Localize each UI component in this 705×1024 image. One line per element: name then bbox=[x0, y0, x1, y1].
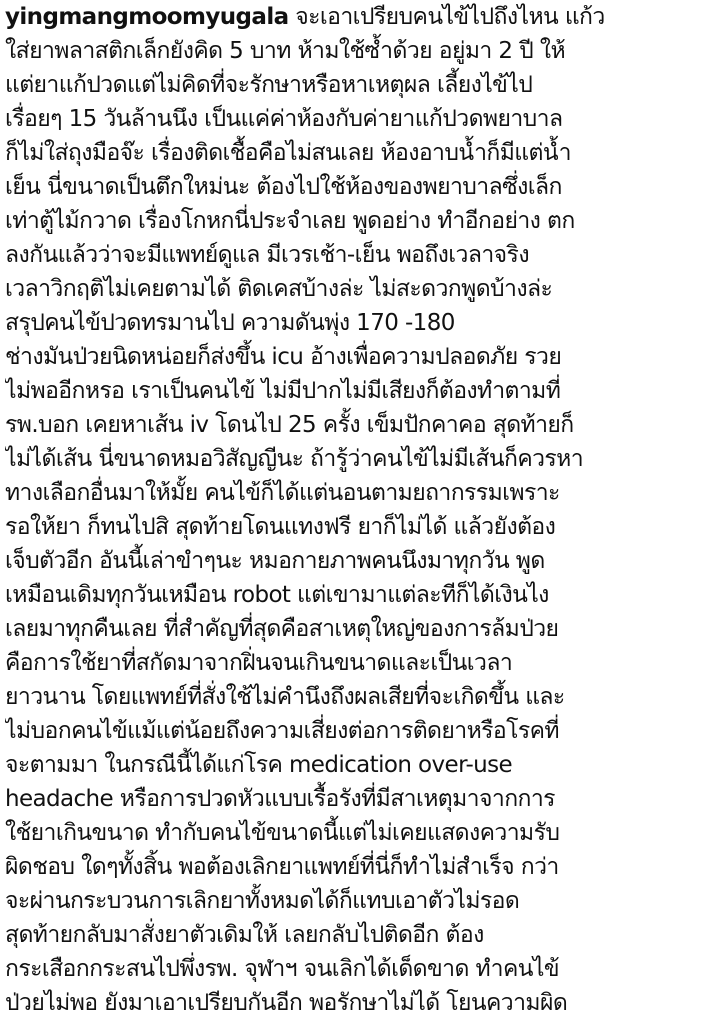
caption-line: เวลาวิกฤติไม่เคยตามได้ ติดเคสบ้างล่ะ ไม่สะดวกพูดบ้างล่ะ bbox=[5, 276, 553, 302]
caption-line: รพ.บอก เคยหาเส้น iv โดนไป 25 ครั้ง เข็มปักคาคอ สุดท้ายก็ bbox=[5, 412, 574, 438]
caption-text: จะเอาเปรียบคนไข้ไปถึงไหน แก้ว bbox=[288, 4, 605, 30]
caption-line: เลยมาทุกคืนเลย ที่สำคัญที่สุดคือสาเหตุใหญ่ของการล้มป่วย bbox=[5, 616, 559, 642]
caption-line: ลงกันแล้วว่าจะมีแพทย์ดูแล มีเวรเช้า-เย็น พอถึงเวลาจริง bbox=[5, 242, 529, 268]
caption-line: ใช้ยาเกินขนาด ทำกับคนไข้ขนาดนี้แต่ไม่เคยแสดงความรับ bbox=[5, 820, 560, 846]
caption-line: จะผ่านกระบวนการเลิกยาทั้งหมดได้ก็แทบเอาตัวไม่รอด bbox=[5, 888, 520, 914]
username-link[interactable]: yingmangmoomyugala bbox=[5, 4, 289, 30]
caption-line: คือการใช้ยาที่สกัดมาจากฝิ่นจนเกินขนาดและเป็นเวลา bbox=[5, 650, 513, 676]
caption-line: ไม่พออีกหรอ เราเป็นคนไข้ ไม่มีปากไม่มีเสียงก็ต้องทำตามที่ bbox=[5, 378, 561, 404]
caption-line: กระเสือกกระสนไปพึ่งรพ. จุฬาฯ จนเลิกได้เด็ดขาด ทำคนไข้ bbox=[5, 956, 559, 982]
caption-line-1 bbox=[5, 0, 605, 34]
caption-line: เท่าตู้ไม้กวาด เรื่องโกหกนี่ประจำเลย พูดอย่าง ทำอีกอย่าง ตก bbox=[5, 208, 575, 234]
caption-line: ใส่ยาพลาสติกเล็กยังคิด 5 บาท ห้ามใช้ซ้ำด้วย อยู่มา 2 ปี ให้ bbox=[5, 38, 566, 64]
caption-line: สรุปคนไข้ปวดทรมานไป ความดันพุ่ง 170 -180 bbox=[5, 310, 455, 336]
caption-line: ก็ไม่ใส่ถุงมือจ๊ะ เรื่องติดเชื้อคือไม่สนเลย ห้องอาบน้ำก็มีแต่น้ำ bbox=[5, 140, 571, 166]
caption-line: เรื่อยๆ 15 วันล้านนึง เป็นแค่ค่าห้องกับค่ายาแก้ปวดพยาบาล bbox=[5, 106, 563, 132]
caption-line: เหมือนเดิมทุกวันเหมือน robot แต่เขามาแต่ละทีก็ได้เงินไง bbox=[5, 582, 549, 608]
post-caption bbox=[5, 0, 705, 1024]
caption-line: ทางเลือกอื่นมาให้มั้ย คนไข้ก็ได้แต่นอนตามยถากรรมเพราะ bbox=[5, 480, 560, 506]
caption-line: รอให้ยา ก็ทนไปสิ สุดท้ายโดนแทงฟรี ยาก็ไม่ได้ แล้วยังต้อง bbox=[5, 514, 556, 540]
caption-line: ไม่บอกคนไข้แม้แต่น้อยถึงความเสี่ยงต่อการติดยาหรือโรคที่ bbox=[5, 718, 559, 744]
caption-line: แต่ยาแก้ปวดแต่ไม่คิดที่จะรักษาหรือหาเหตุผล เลี้ยงไข้ไป bbox=[5, 72, 533, 98]
caption-line: ป่วยไม่พอ ยังมาเอาเปรียบกันอีก พอรักษาไม่ได้ โยนความผิด bbox=[5, 990, 568, 1016]
caption-line: เจ็บตัวอีก อันนี้เล่าขำๆนะ หมอกายภาพคนนึงมาทุกวัน พูด bbox=[5, 548, 545, 574]
caption-line: ช่างมันป่วยนิดหน่อยก็ส่งขึ้น icu อ้างเพื่อความปลอดภัย รวย bbox=[5, 344, 562, 370]
caption-line: headache หรือการปวดหัวแบบเรื้อรังที่มีสาเหตุมาจากการ bbox=[5, 786, 555, 812]
caption-line: ผิดชอบ ใดๆทั้งสิ้น พอต้องเลิกยาแพทย์ที่นี่ก็ทำไม่สำเร็จ กว่า bbox=[5, 854, 559, 880]
caption-line: สุดท้ายกลับมาสั่งยาตัวเดิมให้ เลยกลับไปติดอีก ต้อง bbox=[5, 922, 484, 948]
caption-line: จะตามมา ในกรณีนี้ได้แก่โรค medication over-use bbox=[5, 752, 513, 778]
caption-line: ยาวนาน โดยแพทย์ที่สั่งใช้ไม่คำนึงถึงผลเสียที่จะเกิดขึ้น และ bbox=[5, 684, 565, 710]
caption-line: เย็น นี่ขนาดเป็นตึกใหม่นะ ต้องไปใช้ห้องของพยาบาลซึ่งเล็ก bbox=[5, 174, 562, 200]
caption-line: ไม่ได้เส้น นี่ขนาดหมอวิสัญญีนะ ถ้ารู้ว่าคนไข้ไม่มีเส้นก็ควรหา bbox=[5, 446, 584, 472]
